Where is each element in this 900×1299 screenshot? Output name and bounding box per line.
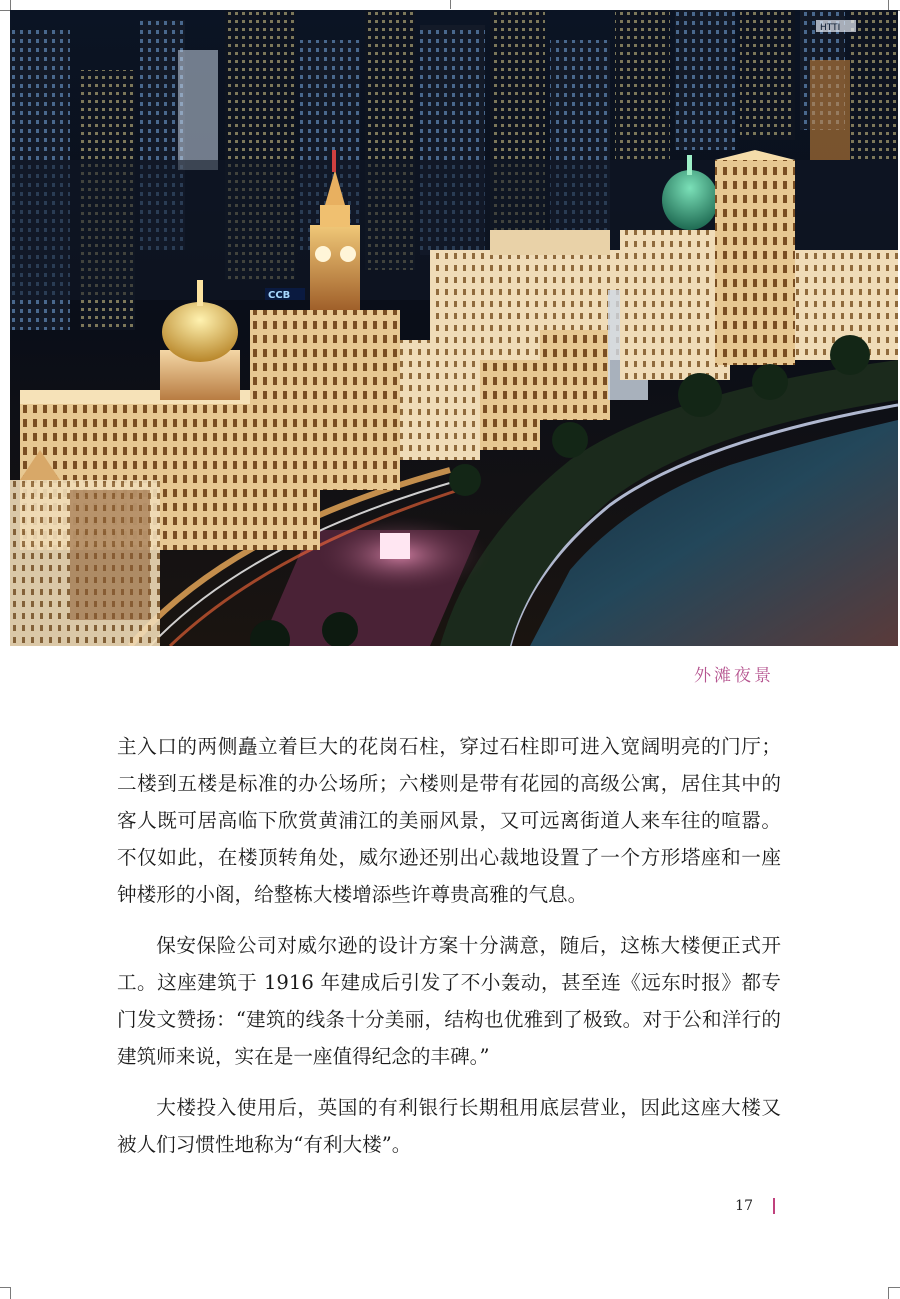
paragraph-2: 保安保险公司对威尔逊的设计方案十分满意，随后，这栋大楼便正式开工。这座建筑于 1916 年建成后引发了不小轰动，甚至连《远东时报》都专门发文赞扬：“建筑的线条十分美丽，结构也优雅到了极致。对于公和洋行的建筑师来说，实在是一座值得纪念的丰碑。” bbox=[117, 934, 781, 1068]
crop-mark-top-left-h bbox=[0, 10, 10, 11]
crop-mark-top-right bbox=[888, 0, 889, 10]
paragraph-1: 主入口的两侧矗立着巨大的花岗石柱，穿过石柱即可进入宽阔明亮的门厅；二楼到五楼是标准的办公场所；六楼则是带有花园的高级公寓，居住其中的客人既可居高临下欣赏黄浦江的美丽风景，又可远离街道人来车往的喧嚣。不仅如此，在楼顶转角处，威尔逊还别出心裁地设置了一个方形塔座和一座钟楼形的小阁，给整栋大楼增添些许尊贵高雅的气息。 bbox=[117, 735, 781, 906]
crop-mark-bottom-left bbox=[10, 1287, 11, 1299]
page-footer bbox=[735, 1198, 775, 1214]
ccb-sign: CCB bbox=[268, 290, 291, 301]
page-number: 17 bbox=[735, 1198, 753, 1214]
hsbc-sign: HTTI bbox=[820, 23, 841, 33]
crop-mark-bottom-right bbox=[888, 1287, 889, 1299]
crop-mark-bottom-right-h bbox=[889, 1287, 900, 1288]
body-text bbox=[117, 728, 781, 1177]
crop-mark-top-mid bbox=[450, 0, 451, 9]
photo-caption: 外滩夜景 bbox=[694, 666, 774, 686]
page-number-bar bbox=[773, 1198, 775, 1214]
crop-mark-bottom-left-h bbox=[0, 1287, 10, 1288]
crop-mark-top-left bbox=[10, 0, 11, 10]
bund-night-photo bbox=[10, 10, 898, 646]
paragraph-3: 大楼投入使用后，英国的有利银行长期租用底层营业，因此这座大楼又被人们习惯性地称为“有利大楼”。 bbox=[117, 1096, 781, 1156]
